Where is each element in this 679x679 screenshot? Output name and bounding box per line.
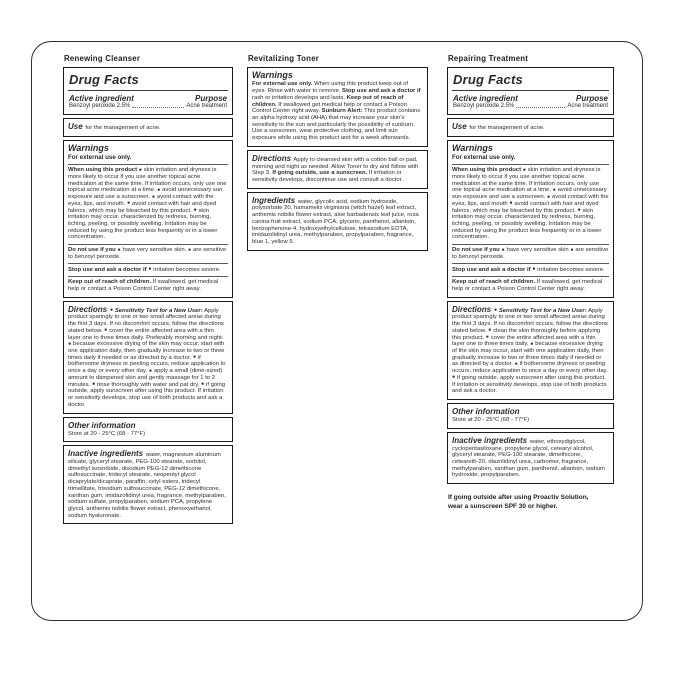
divider xyxy=(68,164,228,165)
directions-section xyxy=(447,301,614,400)
divider xyxy=(452,263,609,264)
bullet-square-icon: ■ xyxy=(532,265,536,271)
warnings-subheading: For external use only. xyxy=(452,154,516,162)
dotted-leader xyxy=(516,107,565,108)
bullet-square-icon: ■ xyxy=(149,367,152,373)
sunscreen-note-line-2: wear a sunscreen SPF 30 or higher. xyxy=(448,503,558,511)
warnings-heading: Warnings xyxy=(452,142,493,153)
divider xyxy=(452,244,609,245)
active-ingredient-row xyxy=(452,93,609,103)
product-title-revitalizing-toner: Revitalizing Toner xyxy=(248,54,320,63)
warnings-section xyxy=(247,67,428,147)
other-information-section xyxy=(63,417,233,443)
divider xyxy=(68,276,228,277)
active-ingredient-value: Benzoyl peroxide 2.5% xyxy=(69,103,131,109)
drug-facts-heading: Drug Facts xyxy=(452,71,609,91)
dotted-leader xyxy=(132,107,184,108)
bullet-square-icon: ■ xyxy=(514,360,518,366)
divider xyxy=(452,164,609,165)
bullet-square-icon: ■ xyxy=(552,186,556,192)
bullet-square-icon: ■ xyxy=(152,193,155,199)
active-ingredient-values xyxy=(452,103,609,110)
bullet-square-icon: ■ xyxy=(68,340,71,346)
purpose-value: Acne treatment xyxy=(567,103,608,109)
bullet-square-icon: ■ xyxy=(127,200,130,206)
bullet-square-icon: ■ xyxy=(530,340,533,346)
other-information-text: Store at 20 - 25°C (68 - 77°F) xyxy=(68,430,146,437)
bullet-square-icon: ■ xyxy=(486,334,489,340)
bullet-square-icon: ■ xyxy=(110,307,113,313)
paragraph: Keep out of reach of children. If swallowed, get medical help or contact a Poison Control Center right away. xyxy=(68,279,219,293)
sunscreen-note xyxy=(448,493,614,511)
use-text: Use for the management of acne. xyxy=(452,122,545,131)
drug-facts-heading: Drug Facts xyxy=(68,71,228,91)
divider xyxy=(68,263,228,264)
active-ingredient-values xyxy=(68,103,228,110)
use-heading: Use xyxy=(68,122,83,131)
directions-section xyxy=(247,150,428,189)
bullet-square-icon: ■ xyxy=(188,246,191,252)
directions-heading: Directions xyxy=(452,304,492,314)
directions-heading: Directions xyxy=(252,153,292,163)
active-ingredient-heading: Active ingredient xyxy=(453,94,518,103)
bullet-square-icon: ■ xyxy=(138,166,142,172)
bullet-square-icon: ■ xyxy=(501,246,505,252)
product-label-card xyxy=(31,41,643,621)
other-information-heading: Other information xyxy=(68,420,136,430)
bullet-square-icon: ■ xyxy=(509,200,513,206)
ingredients-heading: Ingredients xyxy=(252,195,296,205)
ingredients-text: Ingredients water, glycolic acid, sodium hydroxide, polysorbate 20, hamamelis virginiana (witch hazel) leaf extract, anthemis nobilis flower extract, aloe barbadensis leaf juice, rosa canina fruit extract, sodium PCA, glycerin, panthenol, allantoin, benzophenone-4, hydroxyethylcellulose, tetrasodium EDTA, imidazolidinyl urea, methylparaben, propylparaben, fragrance, blue 1, yellow 5. xyxy=(252,195,419,246)
divider xyxy=(452,276,609,277)
paragraph: When using this product ■ skin irritation and dryness is more likely to occur if you use another topical acne medication at the same time. If irritation occurs, only use one topical acne medication at a time. ■ avoid unnecessary sun exposure and use a sunscreen. ■ avoid contact with the eyes, lips, and mouth. ■ avoid contact with hair and dyed fabrics, which may be bleached by this product. ■ skin irritation may occur, characterized by redness, burning, itching, peeling, or possibly swelling. Irritation may be reduced by using the product less frequently or in a lower concentration. xyxy=(68,166,227,241)
bullet-square-icon: ■ xyxy=(148,265,152,271)
other-information-section xyxy=(447,403,614,429)
paragraph: When using this product ■ skin irritation and dryness is more likely to occur if you use another topical acne medication at the same time. If irritation occurs, only use one topical acne medication at a time. ■ avoid unnecessary sun exposure and use a sunscreen. ■ avoid contact with the eyes, lips, and mouth ■ avoid contact with hair and dyed fabrics, which may be bleached by this product. ■ skin irritation may occur, characterized by redness, burning, itching, peeling, or possibly swelling. Irritation may be reduced by using the product less frequently or in a lower concentration. xyxy=(452,166,609,241)
bullet-square-icon: ■ xyxy=(522,166,526,172)
warnings-section xyxy=(447,140,614,298)
inactive-ingredients-section xyxy=(447,432,614,484)
active-ingredient-row xyxy=(68,93,228,103)
warnings-section xyxy=(63,140,233,298)
use-text: Use for the management of acne. xyxy=(68,122,161,131)
purpose-heading: Purpose xyxy=(575,94,608,103)
active-ingredient-heading: Active ingredient xyxy=(69,94,134,103)
inactive-ingredients-text: Inactive ingredients water, ethoxydiglycol, cyclopentasiloxane, propylene glycol, cetearyl alcohol, glyceryl stearate, PEG-100 stearate, dimethicone, ceteareth-20, diazolidinyl urea, carbomer, fragrance, methylparaben, xanthan gum, panthenol, allantoin, sodium hydroxide, propylparaben. xyxy=(452,435,605,479)
bullet-square-icon: ■ xyxy=(201,381,204,387)
paragraph: Do not use if you ■ have very sensitive skin. ■ are sensitive to benzoyl peroxide. xyxy=(68,246,227,260)
inactive-ingredients-text: Inactive ingredients water, magnesium aluminum silicate, glyceryl stearate, PEG-100 stearate, sorbitol, dimethyl isosorbide, disodium PEG-12 dimethicone sulfosuccinate, tridecyl stearate, neopentyl glycol dicaprylate/dicaprate, paraffin, cetyl esters, tridecyl trimellitate, trisodium sulfosuccinate, PEG-12 dimethicone, xanthan gum, imidazolidinyl urea, fragrance, methylparaben, sodium sulfate, propylparaben, sodium PCA, propylene glycol, anthemis nobilis flower extract, phenoxyethanol, sodium hyaluronate. xyxy=(68,449,226,519)
use-section xyxy=(63,118,233,137)
bullet-square-icon: ■ xyxy=(488,327,491,333)
bullet-square-icon: ■ xyxy=(570,246,574,252)
bullet-square-icon: ■ xyxy=(92,381,95,387)
paragraph: Stop use and ask a doctor if ■ irritation becomes severe. xyxy=(452,265,605,273)
ingredients-section xyxy=(247,192,428,251)
directions-text: Directions ■ Sensitivity Test for a New User: Apply product sparingly to one or two small affected areas during the first 3 days. If no discomfort occurs, follow the directions stated below. ■ cover the entire affected area with a thin layer one to three times daily. Preferably morning and night. ■ because excessive drying of the skin may occur, start with one application daily, then gradually increase to two or three times daily if needed or as directed by a doctor. ■ if bothersome dryness or peeling occurs, reduce application to once a day or every other day. ■ apply a small (dime-sized) amount to dampened skin and gently massage for 1 to 2 minutes. ■ rinse thoroughly with water and pat dry. ■ if going outside, apply sunscreen after using this product. If irritation or sensitivity develops, stop use of both products and ask a doctor. xyxy=(68,304,226,408)
product-title-renewing-cleanser: Renewing Cleanser xyxy=(64,54,141,63)
active-ingredient-value: Benzoyl peroxide 2.5% xyxy=(453,103,515,109)
use-section xyxy=(447,118,614,137)
product-title-repairing-treatment: Repairing Treatment xyxy=(448,54,529,63)
other-information-text: Store at 20 - 25°C (68 - 77°F) xyxy=(452,417,530,424)
drug-facts-section xyxy=(63,67,233,115)
bullet-square-icon: ■ xyxy=(547,193,550,199)
warnings-subheading: For external use only. xyxy=(68,154,132,162)
bullet-square-icon: ■ xyxy=(193,206,197,212)
warnings-heading: Warnings xyxy=(68,142,109,153)
directions-text: Directions ■ Sensitivity Test for a New User: Apply product sparingly to one or two small affected areas during the first 3 days. If no discomfort occurs, follow the directions stated below. ■ clean the skin thoroughly before applying this product. ■ cover the entire affected area with a thin layer one to three times daily. ■ because excessive drying of the skin may occur, start with one application daily, then gradually increase to two or three times daily if needed or as directed by a doctor. ■ if bothersome dryness or peeling occurs, reduce application to once a day or every other day. ■ if going outside, apply sunscreen after using this product. If irritation or sensitivity develops, stop use of both products and ask a doctor. xyxy=(452,304,608,395)
bullet-square-icon: ■ xyxy=(577,206,581,212)
warnings-heading: Warnings xyxy=(252,70,293,80)
inactive-ingredients-heading: Inactive ingredients xyxy=(68,449,144,459)
bullet-square-icon: ■ xyxy=(157,186,160,192)
paragraph: Do not use if you ■ have very sensitive skin ■ are sensitive to benzoyl peroxide. xyxy=(452,246,609,260)
other-information-heading: Other information xyxy=(452,407,520,417)
column-revitalizing-toner xyxy=(247,54,428,254)
purpose-heading: Purpose xyxy=(194,94,227,103)
bullet-square-icon: ■ xyxy=(117,246,121,252)
paragraph: Keep out of reach of children. If swallowed, get medical help or contact a Poison Control Center right away. xyxy=(452,279,603,293)
label-boxes-repairing-treatment xyxy=(447,67,614,484)
directions-section xyxy=(63,301,233,414)
bullet-square-icon: ■ xyxy=(193,354,196,360)
use-heading: Use xyxy=(452,122,467,131)
bullet-square-icon: ■ xyxy=(104,327,107,333)
bullet-square-icon: ■ xyxy=(494,307,497,313)
divider xyxy=(68,244,228,245)
paragraph: Stop use and ask a doctor if ■ irritation becomes severe. xyxy=(68,265,221,273)
bullet-square-icon: ■ xyxy=(452,374,455,380)
inactive-ingredients-heading: Inactive ingredients xyxy=(452,435,528,445)
column-repairing-treatment xyxy=(447,54,614,511)
inactive-ingredients-section xyxy=(63,445,233,524)
purpose-value: Acne treatment xyxy=(186,103,227,109)
drug-facts-section xyxy=(447,67,614,115)
label-boxes-renewing-cleanser xyxy=(63,67,233,524)
directions-text: Directions Apply to cleansed skin with a cotton ball or pad, morning and night as needed. Allow Toner to dry and follow with Step 3. If going outside, use a sunscreen. If irritation or sensitivity develops, discontinue use and consult a doctor. xyxy=(252,153,419,184)
sunscreen-note-line-1: If going outside after using Proactiv Solution, xyxy=(448,494,589,502)
label-boxes-revitalizing-toner xyxy=(247,67,428,251)
directions-heading: Directions xyxy=(68,304,108,314)
column-renewing-cleanser xyxy=(63,54,233,527)
paragraph: For external use only. When using this product keep out of eyes. Rinse with water to remove. Stop use and ask a doctor if rash or irritation develops and lasts. Keep out of reach of children. If swallowed get medical help or contact a Poison Control Center right away. Sunburn Alert: This product contains an alpha hydroxy acid (AHA) that may increase your skin's sensitivity to the sun and particularly the possibility of sunburn. Use a sunscreen, wear protective clothing, and limit sun exposure while using this product and for a week afterwards. xyxy=(252,81,421,142)
